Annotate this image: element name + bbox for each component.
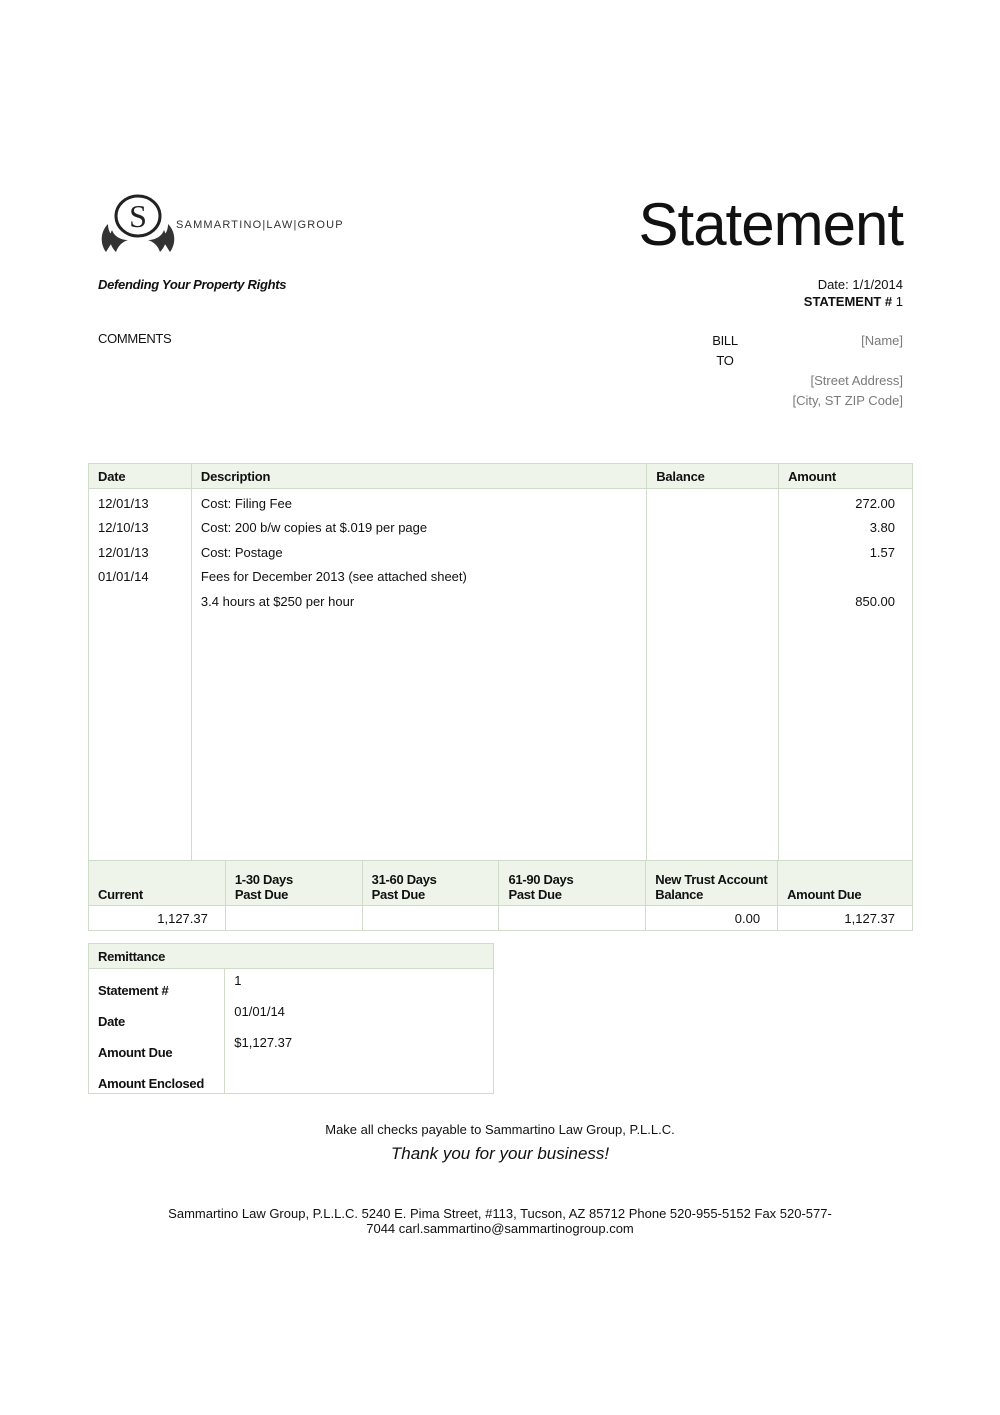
remittance-amount-enclosed-value [225,1062,494,1094]
table-row [89,540,913,565]
bill-to-street: [Street Address] [810,373,903,388]
statement-number-label: STATEMENT # [803,294,893,309]
aging-header-1-30: 1-30 Days Past Due [225,861,362,906]
bill-to-name: [Name] [861,333,903,348]
row-date: 12/01/13 [89,489,192,516]
remittance-title: Remittance [89,944,494,969]
aging-31-60-value [362,906,499,931]
table-row [89,589,913,614]
bill-to-spacer [792,351,903,371]
aging-61-90-value [499,906,646,931]
company-logo-wordmark: SAMMARTINO|LAW|GROUP [176,219,344,231]
aging-summary-table [88,860,913,931]
aging-header-row [89,861,913,906]
line-items-header-row [89,464,913,489]
row-description: Fees for December 2013 (see attached sheet) [191,565,646,590]
column-header-date: Date [89,464,192,489]
remittance-row [89,1031,494,1062]
statement-number [804,294,903,309]
statement-number-value: 1 [895,294,903,309]
footer-contact: Sammartino Law Group, P.L.L.C. 5240 E. Pima Street, #113, Tucson, AZ 85712 Phone 520-955-5152 Fax 520-577-7044 carl.sammartino@sammartinogroup.com [168,1206,832,1236]
aging-amount-due-value: 1,127.37 [778,906,913,931]
remittance-row [89,1000,494,1031]
row-date [89,589,192,614]
column-header-description: Description [191,464,646,489]
aging-header-61-90: 61-90 Days Past Due [499,861,646,906]
payable-note: Make all checks payable to Sammartino Law Group, P.L.L.C. [325,1122,675,1137]
remittance-amount-enclosed-label: Amount Enclosed [89,1062,225,1094]
remittance-date-value: 01/01/14 [225,1000,494,1031]
table-filler-row [89,614,913,872]
row-balance [647,589,779,614]
aging-trust-balance-value: 0.00 [646,906,778,931]
remittance-statement-label: Statement # [89,969,225,1001]
winged-s-logo-icon [98,194,178,256]
row-balance [647,516,779,541]
row-description: Cost: Postage [191,540,646,565]
aging-header-31-60: 31-60 Days Past Due [362,861,499,906]
bill-to-info [792,331,903,411]
bill-to-label-line1: BILL [712,333,738,348]
column-header-balance: Balance [647,464,779,489]
thank-you-note: Thank you for your business! [390,1144,610,1163]
table-row [89,565,913,590]
aging-values-row [89,906,913,931]
row-date: 12/10/13 [89,516,192,541]
row-amount [779,565,913,590]
row-description: Cost: Filing Fee [191,489,646,516]
comments-label: COMMENTS [98,331,172,346]
date-label: Date: [817,277,849,292]
row-description: 3.4 hours at $250 per hour [191,589,646,614]
tagline: Defending Your Property Rights [98,277,287,292]
remittance-amount-due-label: Amount Due [89,1031,225,1062]
aging-header-amount-due: Amount Due [778,861,913,906]
table-row [89,489,913,516]
statement-date [818,277,903,292]
remittance-row [89,969,494,1001]
remittance-statement-value: 1 [225,969,494,1001]
bill-to-city: [City, ST ZIP Code] [792,393,903,408]
column-header-amount: Amount [779,464,913,489]
date-value: 1/1/2014 [852,277,903,292]
page-title: Statement [638,191,903,258]
remittance-table [88,943,494,1094]
row-date: 12/01/13 [89,540,192,565]
row-date: 01/01/14 [89,565,192,590]
row-balance [647,540,779,565]
row-amount: 1.57 [779,540,913,565]
svg-text:S: S [129,198,147,234]
remittance-header-row [89,944,494,969]
bill-to-label [700,331,750,371]
row-description: Cost: 200 b/w copies at $.019 per page [191,516,646,541]
row-amount: 3.80 [779,516,913,541]
row-balance [647,489,779,516]
aging-current-value: 1,127.37 [89,906,226,931]
row-amount: 850.00 [779,589,913,614]
table-row [89,516,913,541]
remittance-row [89,1062,494,1094]
remittance-date-label: Date [89,1000,225,1031]
aging-header-trust-balance: New Trust Account Balance [646,861,778,906]
row-balance [647,565,779,590]
aging-header-current: Current [89,861,226,906]
line-items-table [88,463,913,872]
row-amount: 272.00 [779,489,913,516]
remittance-amount-due-value: $1,127.37 [225,1031,494,1062]
aging-1-30-value [225,906,362,931]
bill-to-label-line2: TO [716,353,734,368]
